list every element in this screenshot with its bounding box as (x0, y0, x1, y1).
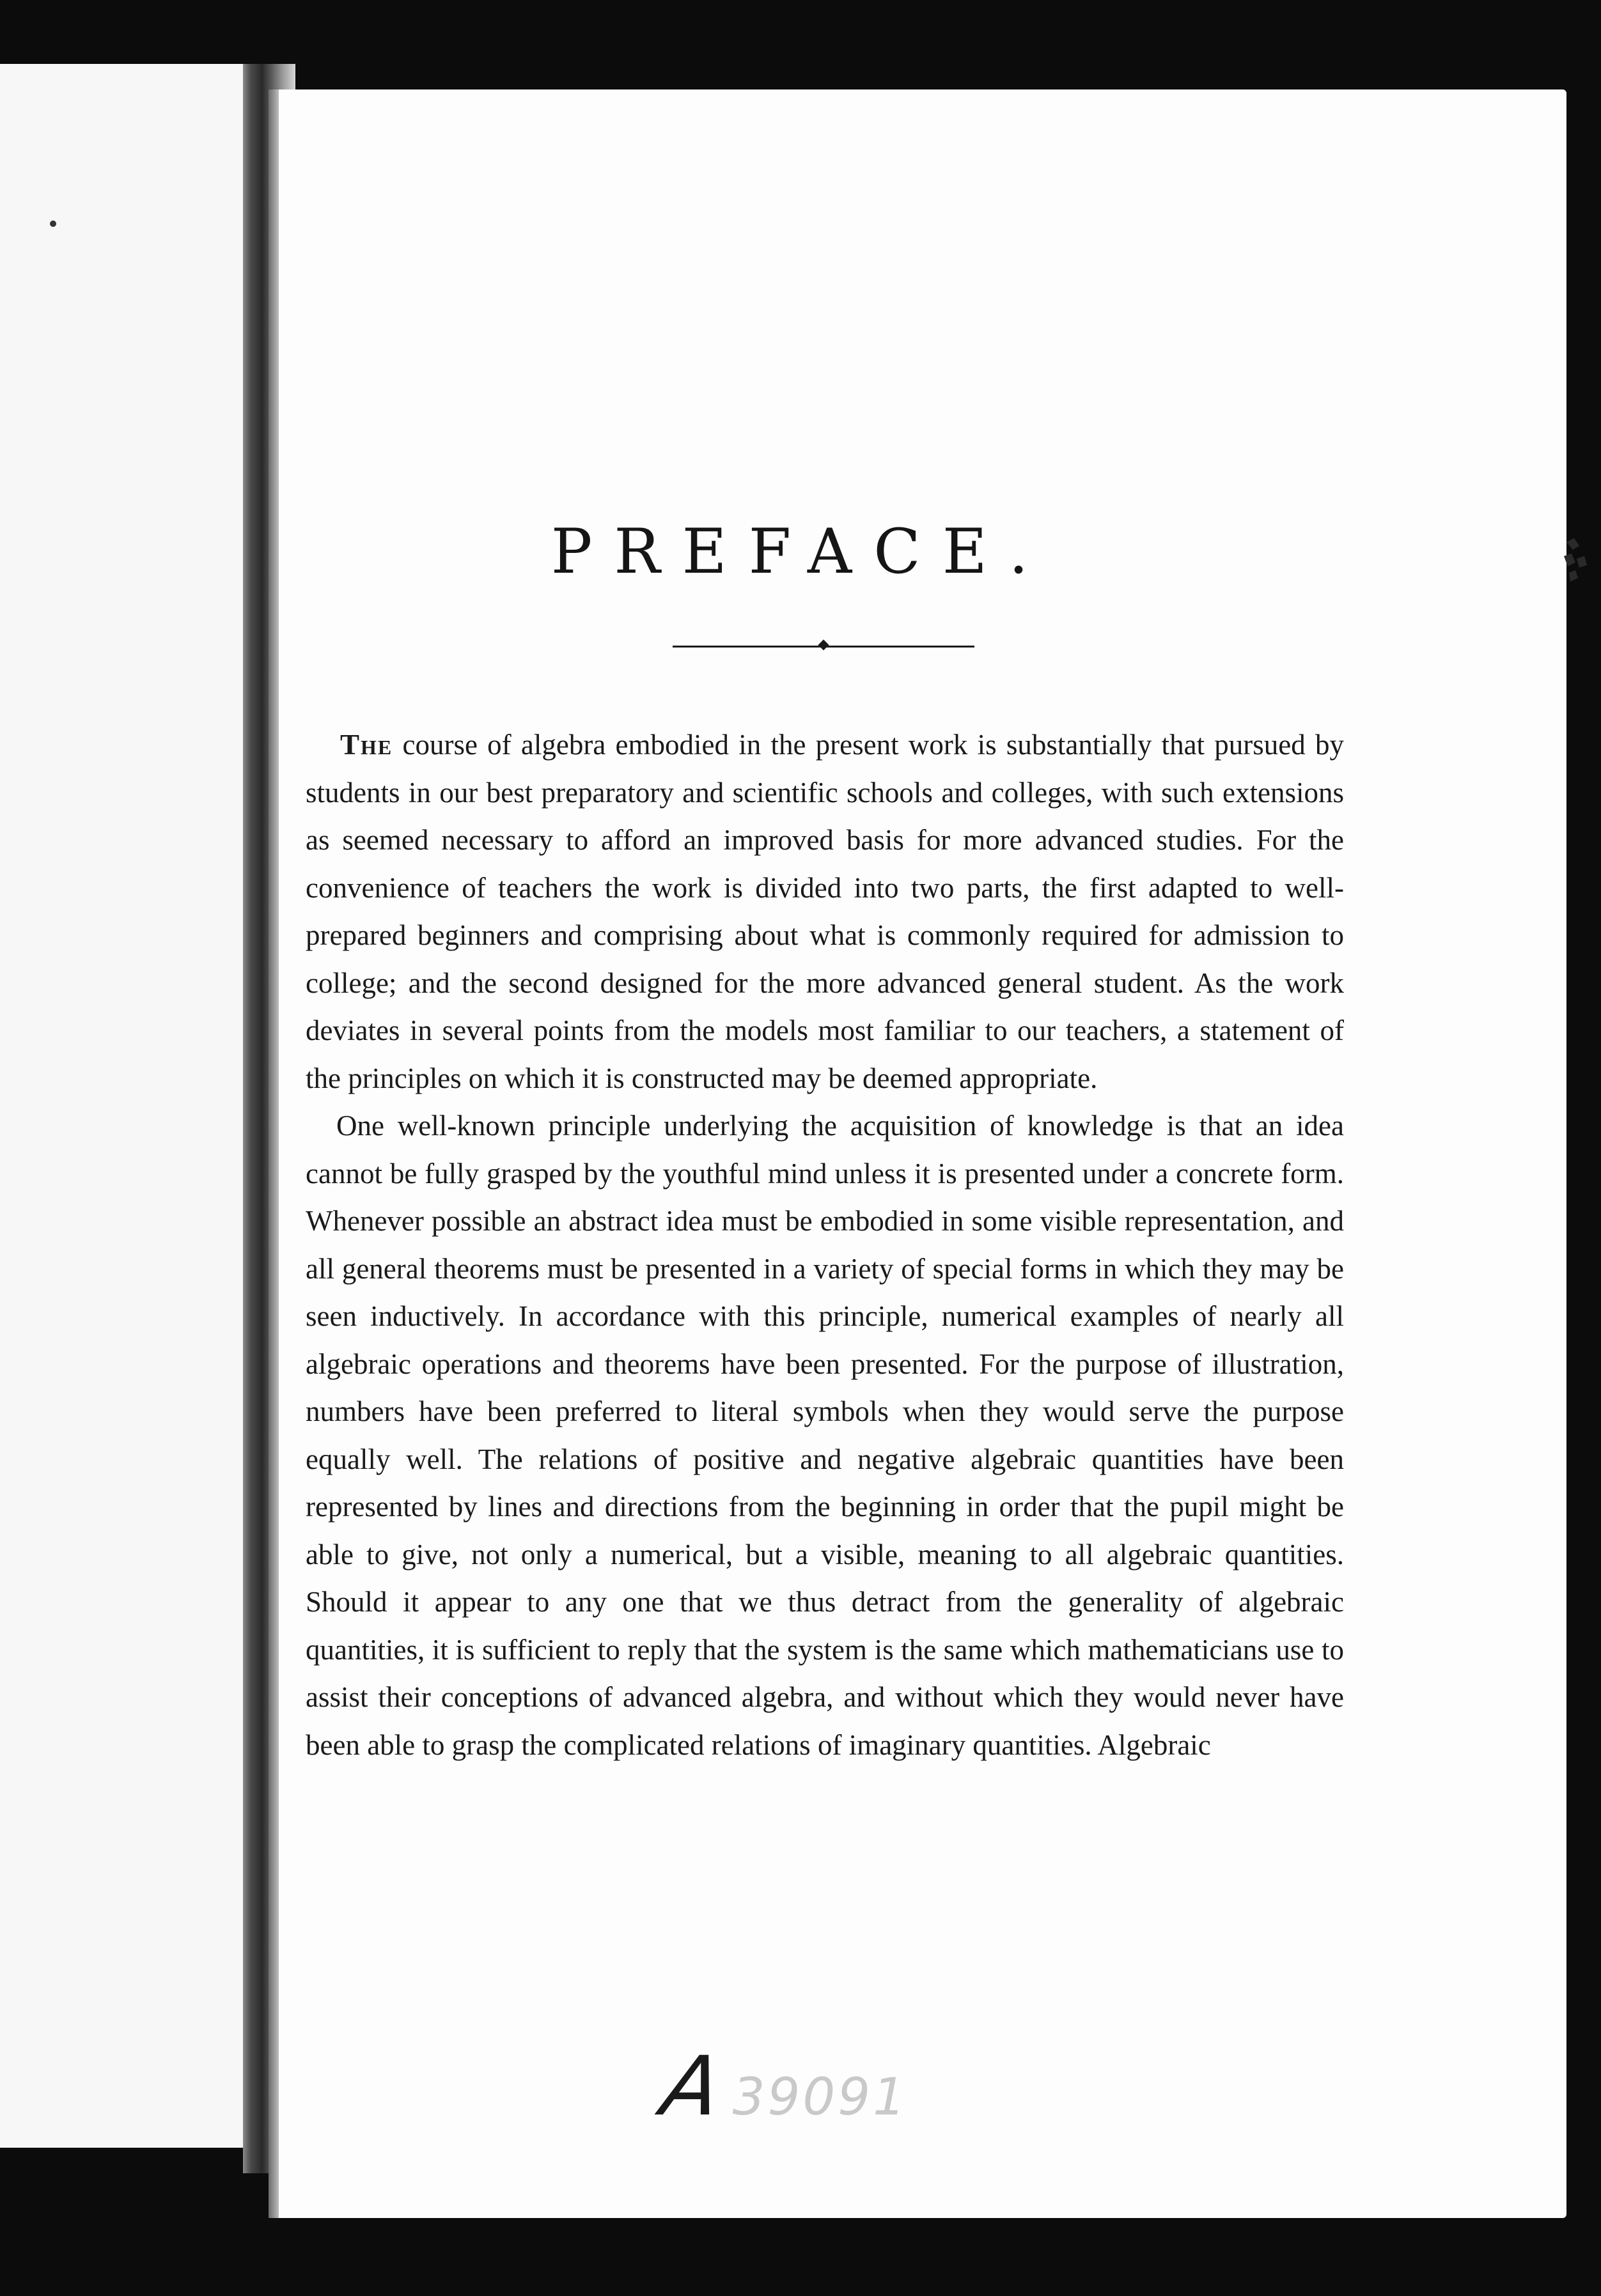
page-edge-shadow (269, 89, 279, 2218)
preface-body (306, 721, 1344, 1769)
stamp-letter: A (655, 2039, 728, 2134)
ink-speck (50, 221, 56, 227)
paragraph-2: One well-known principle underlying the acquisition of knowledge is that an idea cannot be fully grasped by the youthful mind unless it is presented under a concrete form. Whenever possible an abstract idea must be embodied in some visible representation, and all general theorems must be presented in a variety of special forms in which they may be seen inductively. In accordance with this principle, numerical examples of nearly all algebraic operations and theorems have been presented. For the purpose of illustration, numbers have been preferred to literal symbols when they would serve the purpose equally well. The relations of positive and negative algebraic quantities have been represented by lines and directions from the beginning in order that the pupil might be able to give, not only a numerical, but a visible, meaning to all algebraic quantities. Should it appear to any one that we thus detract from the generality of algebraic quantities, it is sufficient to reply that the system is the same which mathematicians use to assist their conceptions of advanced algebra, and without which they would never have been able to grasp the complicated relations of imaginary quantities. Algebraic (306, 1110, 1344, 1761)
left-facing-page (0, 64, 243, 2148)
library-stamp (655, 2039, 909, 2134)
paragraph-lead-word: The (340, 729, 393, 761)
paragraph-1 (306, 721, 1344, 1102)
paragraph-text: course of algebra embodied in the present work is substantially that pursued by students in our best preparatory and scientific schools and colleges, with such extensions as seemed necessary to afford an improved basis for more advanced studies. For the convenience of teachers the work is divided into two parts, the first adapted to well-prepared beginners and comprising about what is commonly required for admission to college; and the second designed for the more advanced general student. As the work deviates in several points from the models most familiar to our teachers, a statement of the principles on which it is constructed may be deemed appropriate. (306, 729, 1344, 1094)
margin-blemish (1560, 537, 1591, 588)
page-title: PREFACE. (551, 516, 1050, 587)
stamp-number: 39091 (732, 2067, 909, 2127)
